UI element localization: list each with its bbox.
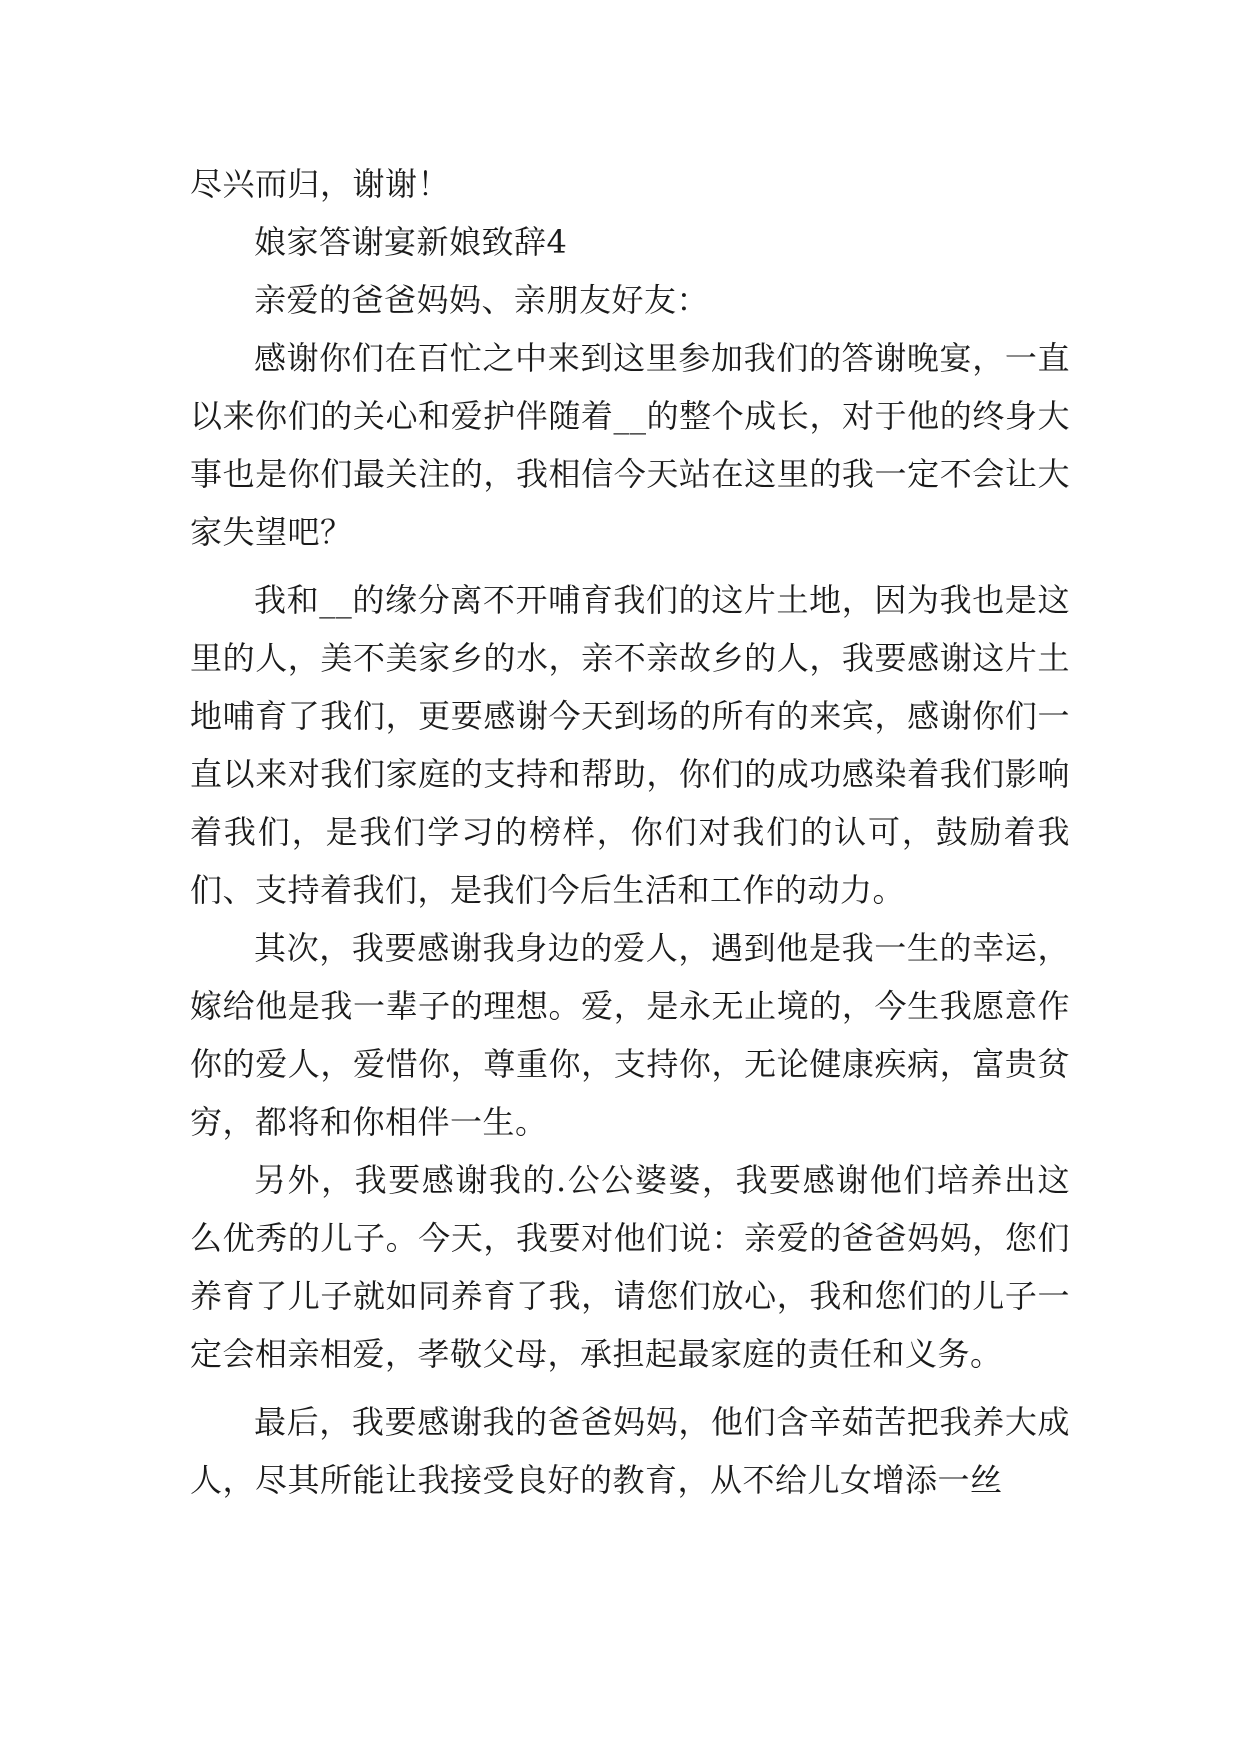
- paragraph-parents: 最后，我要感谢我的爸爸妈妈，他们含辛茹苦把我养大成人，尽其所能让我接受良好的教育，从不给儿女增添一丝: [190, 1403, 1070, 1499]
- paragraph-in-laws: 另外，我要感谢我的.公公婆婆，我要感谢他们培养出这么优秀的儿子。今天，我要对他们说：亲爱的爸爸妈妈，您们养育了儿子就如同养育了我，请您们放心，我和您们的儿子一定会相亲相爱，孝敬父母，承担起最家庭的责任和义务。: [190, 1161, 1070, 1373]
- salutation: 亲爱的爸爸妈妈、亲朋友好友：: [254, 281, 710, 319]
- section-heading: 娘家答谢宴新娘致辞4: [254, 223, 568, 261]
- paragraph-hometown: 我和__的缘分离不开哺育我们的这片土地，因为我也是这里的人，美不美家乡的水，亲不亲故乡的人，我要感谢这片土地哺育了我们，更要感谢今天到场的所有的来宾，感谢你们一直以来对我们家庭的支持和帮助，你们的成功感染着我们影响着我们，是我们学习的榜样，你们对我们的认可，鼓励着我们、支持着我们，是我们今后生活和工作的动力。: [190, 581, 1070, 909]
- paragraph-closing-line: 尽兴而归，谢谢！: [190, 165, 451, 203]
- paragraph-thanks-guests: 感谢你们在百忙之中来到这里参加我们的答谢晚宴，一直以来你们的关心和爱护伴随着__的整个成长，对于他的终身大事也是你们最关注的，我相信今天站在这里的我一定不会让大家失望吧？: [190, 339, 1070, 551]
- document-body: [190, 155, 1070, 1509]
- paragraph-spouse: 其次，我要感谢我身边的爱人，遇到他是我一生的幸运，嫁给他是我一辈子的理想。爱，是永无止境的，今生我愿意作你的爱人，爱惜你，尊重你，支持你，无论健康疾病，富贵贫穷，都将和你相伴一生。: [190, 929, 1070, 1141]
